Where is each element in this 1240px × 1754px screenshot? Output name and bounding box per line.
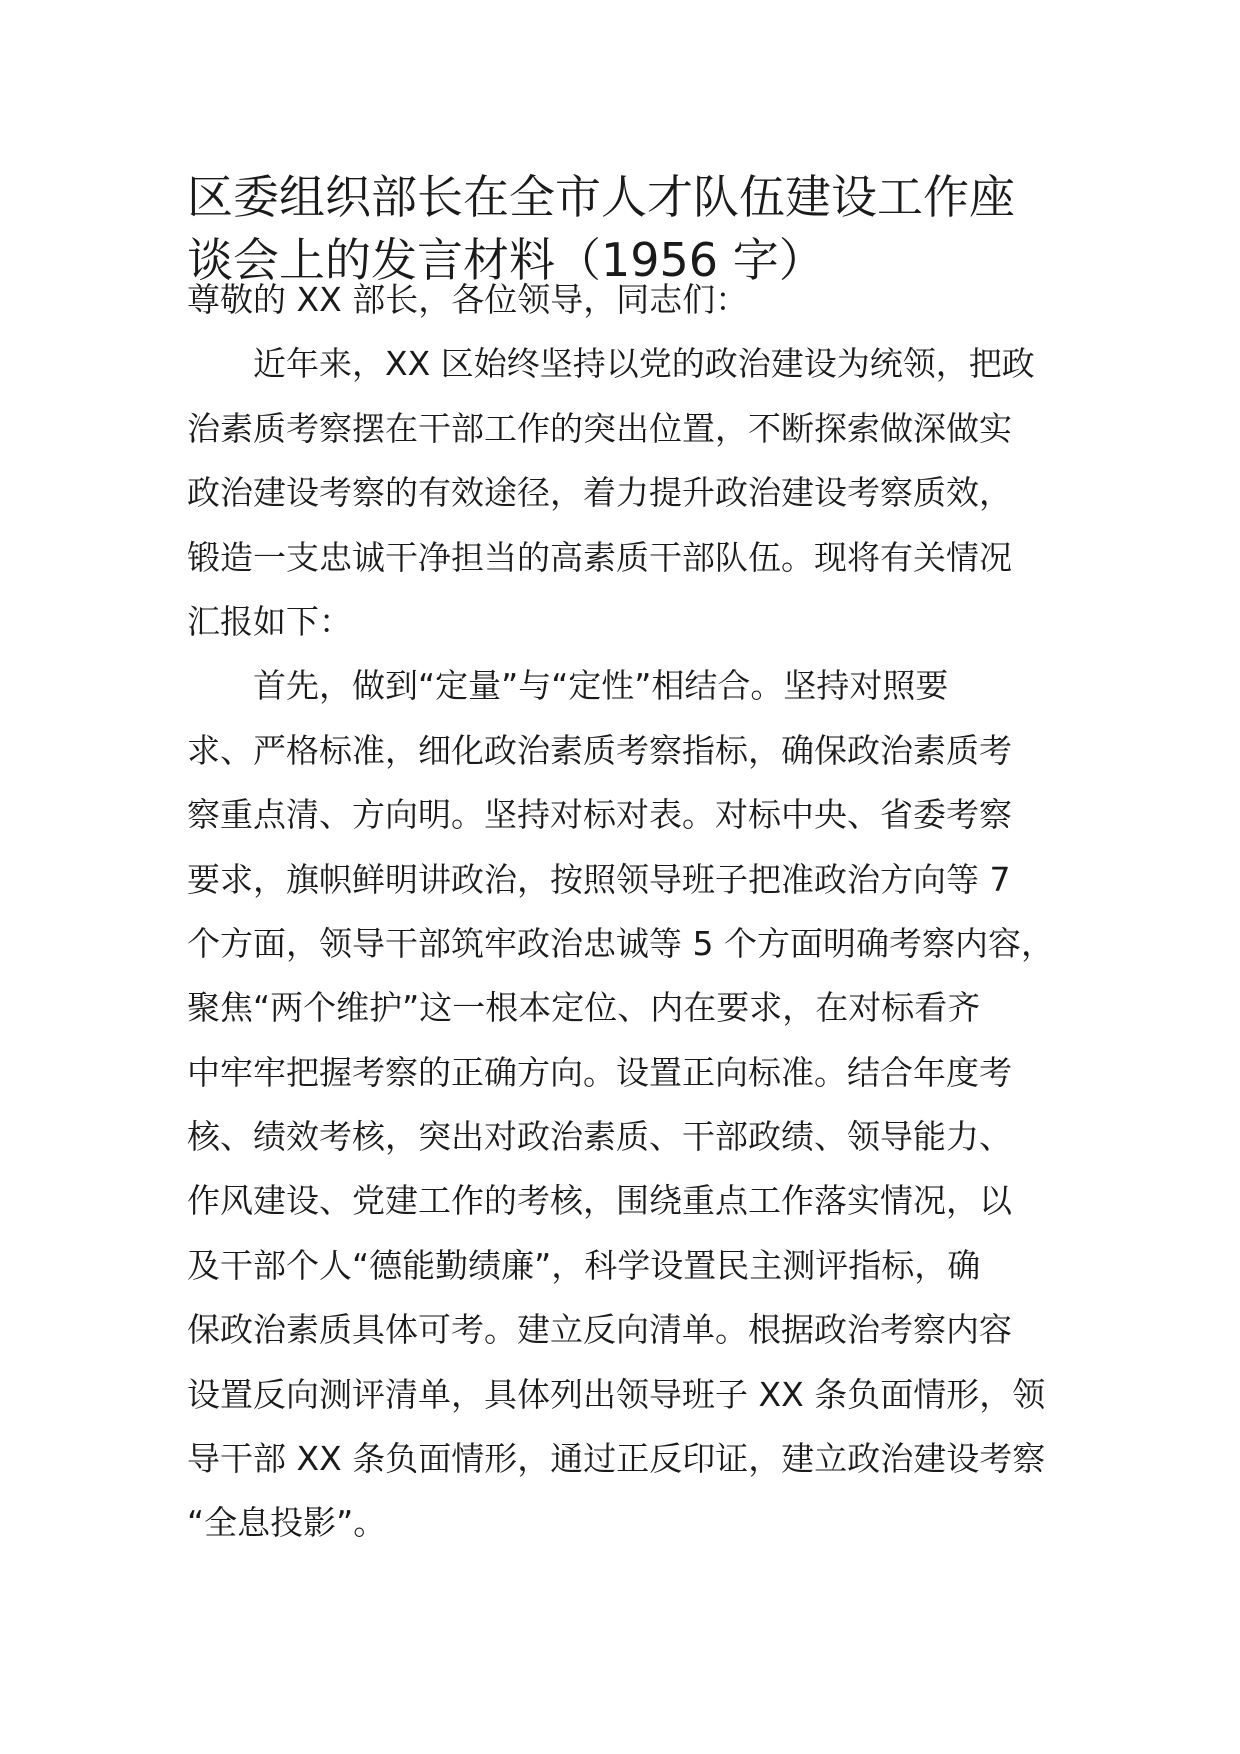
paragraph-line: 核、绩效考核，突出对政治素质、干部政绩、领导能力、 xyxy=(187,1117,1012,1157)
paragraph-line: 导干部 XX 条负面情形，通过正反印证，建立政治建设考察 xyxy=(187,1439,1046,1479)
paragraph-line: 保政治素质具体可考。建立反向清单。根据政治考察内容 xyxy=(187,1310,1012,1350)
paragraph-line: 作风建设、党建工作的考核，围绕重点工作落实情况，以 xyxy=(187,1181,1012,1221)
paragraph-line: 聚焦“两个维护”这一根本定位、内在要求，在对标看齐 xyxy=(187,988,981,1028)
paragraph-line: 治素质考察摆在干部工作的突出位置，不断探索做深做实 xyxy=(187,408,1012,448)
paragraph-line: 察重点清、方向明。坚持对标对表。对标中央、省委考察 xyxy=(187,795,1012,835)
paragraph-line: 求、严格标准，细化政治素质考察指标，确保政治素质考 xyxy=(187,730,1012,770)
paragraph-line: 要求，旗帜鲜明讲政治，按照领导班子把准政治方向等 7 xyxy=(187,859,1011,899)
paragraph-line: “全息投影”。 xyxy=(187,1503,387,1543)
paragraph-line: 锻造一支忠诚干净担当的高素质干部队伍。现将有关情况 xyxy=(187,537,1012,577)
title-line-1: 区委组织部长在全市人才队伍建设工作座 xyxy=(187,170,1015,224)
paragraph-line: 近年来，XX 区始终坚持以党的政治建设为统领，把政 xyxy=(253,344,1035,384)
paragraph-line: 设置反向测评清单，具体列出领导班子 XX 条负面情形，领 xyxy=(187,1374,1046,1414)
document-body xyxy=(187,268,1087,1556)
paragraph-line: 首先，做到“定量”与“定性”相结合。坚持对照要 xyxy=(253,666,949,706)
paragraph-line: 中牢牢把握考察的正确方向。设置正向标准。结合年度考 xyxy=(187,1052,1012,1092)
paragraph-line: 汇报如下： xyxy=(187,601,352,641)
paragraph-line: 及干部个人“德能勤绩廉”，科学设置民主测评指标，确 xyxy=(187,1245,981,1285)
paragraph-line: 个方面，领导干部筑牢政治忠诚等 5 个方面明确考察内容， xyxy=(187,923,1054,963)
salutation-line: 尊敬的 XX 部长，各位领导，同志们： xyxy=(187,280,749,319)
title-line-2: 谈会上的发言材料（1956 字） xyxy=(187,233,825,287)
paragraph-line: 政治建设考察的有效途径，着力提升政治建设考察质效， xyxy=(187,473,1012,513)
